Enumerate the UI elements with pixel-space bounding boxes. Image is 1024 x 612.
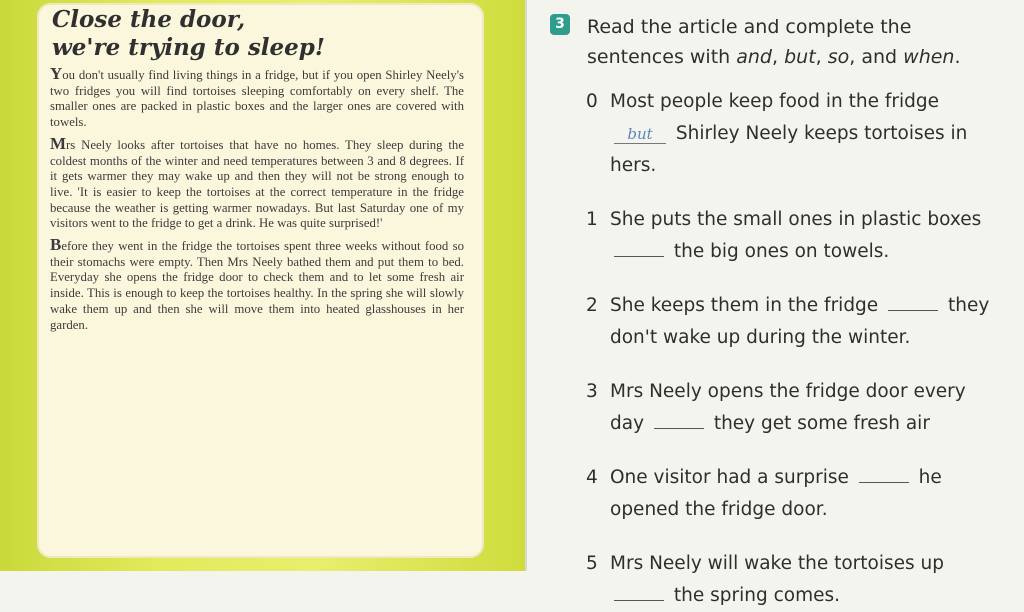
exercise-item-5 <box>550 548 990 612</box>
article-title <box>52 6 472 62</box>
item-number: 4 <box>586 467 598 488</box>
item-text-before: Most people keep food in the fridge <box>610 91 939 112</box>
item-text-after: Shirley Neely keeps tortoises in hers. <box>610 123 968 176</box>
item-text <box>610 204 990 268</box>
item-text <box>610 462 990 526</box>
answer-blank[interactable] <box>614 582 664 601</box>
word-when: when <box>903 46 955 68</box>
page-divider <box>525 0 527 571</box>
answer-blank[interactable] <box>888 292 938 311</box>
exercise-3 <box>550 12 990 612</box>
item-number: 2 <box>586 295 598 316</box>
example-answer-blank: but <box>614 125 666 144</box>
exercise-item-2 <box>550 290 990 354</box>
exercise-item-3 <box>550 376 990 440</box>
article-paragraph-3: Before they went in the fridge the tortoises spent three weeks without food so their stomachs were empty. Then Mrs Neely bathed them and put them to bed. Everyday she opens the fridge door to check them and to let some fresh air inside. This is enough to keep the tortoises healthy. In the spring she will slowly wake them up and then she will move them into heated glasshouses in her garden. <box>50 235 464 332</box>
item-text-before: She puts the small ones in plastic boxes <box>610 209 982 230</box>
exercise-number-badge: 3 <box>550 14 570 35</box>
exercise-header <box>550 12 990 72</box>
item-text-after: the spring comes. <box>673 585 841 606</box>
item-text-after: they get some fresh air <box>713 413 930 434</box>
item-text-after: he opened the fridge door. <box>610 467 942 520</box>
word-but: but <box>784 46 816 68</box>
instruction-text: Read the article and complete the sentences with <box>587 16 912 68</box>
item-text-before: She keeps them in the fridge <box>610 295 879 316</box>
separator: , and <box>849 46 904 68</box>
separator: , <box>815 46 828 68</box>
word-and: and <box>736 46 772 68</box>
exercise-instruction <box>587 12 987 72</box>
item-number: 3 <box>586 381 598 402</box>
item-text-before: Mrs Neely will wake the tortoises up <box>610 553 945 574</box>
instruction-end: . <box>954 46 961 68</box>
item-number: 5 <box>586 553 598 574</box>
article-body <box>50 66 464 338</box>
article-title-line-2: we're trying to sleep! <box>52 34 325 61</box>
item-text-before: One visitor had a surprise <box>610 467 849 488</box>
answer-blank[interactable] <box>654 410 704 429</box>
item-text <box>610 86 990 182</box>
answer-blank[interactable] <box>859 464 909 483</box>
item-text <box>610 376 990 440</box>
exercise-item-1 <box>550 204 990 268</box>
word-so: so <box>827 46 850 68</box>
item-text <box>610 290 990 354</box>
item-text-before: Mrs Neely opens the fridge door every day <box>610 381 966 434</box>
item-text-after: they don't wake up during the winter. <box>610 295 990 348</box>
article-paragraph-2: Mrs Neely looks after tortoises that have no homes. They sleep during the coldest months of the winter and need temperatures between 3 and 8 degrees. If it gets warmer they may wake up and then they will not be strong enough to live. 'It is easier to keep the tortoises at the correct temperature in the fridge because the weather is getting warmer nowadays. But last Saturday one of my visitors went to the fridge to get a drink. He was quite surprised!' <box>50 133 464 231</box>
separator: , <box>772 46 785 68</box>
item-text-after: the big ones on towels. <box>673 241 890 262</box>
exercise-item-4 <box>550 462 990 526</box>
article-title-line-1: Close the door, <box>52 6 246 33</box>
item-text <box>610 548 990 612</box>
exercise-item-0 <box>550 86 990 182</box>
item-number: 1 <box>586 209 598 230</box>
article-paragraph-1: You don't usually find living things in a fridge, but if you open Shirley Neely's two fridges you will find tortoises sleeping comfortably on every shelf. The smaller ones are packed in plastic boxes and the larger ones are covered with towels. <box>50 64 464 130</box>
item-number: 0 <box>586 91 598 112</box>
answer-blank[interactable] <box>614 238 664 257</box>
